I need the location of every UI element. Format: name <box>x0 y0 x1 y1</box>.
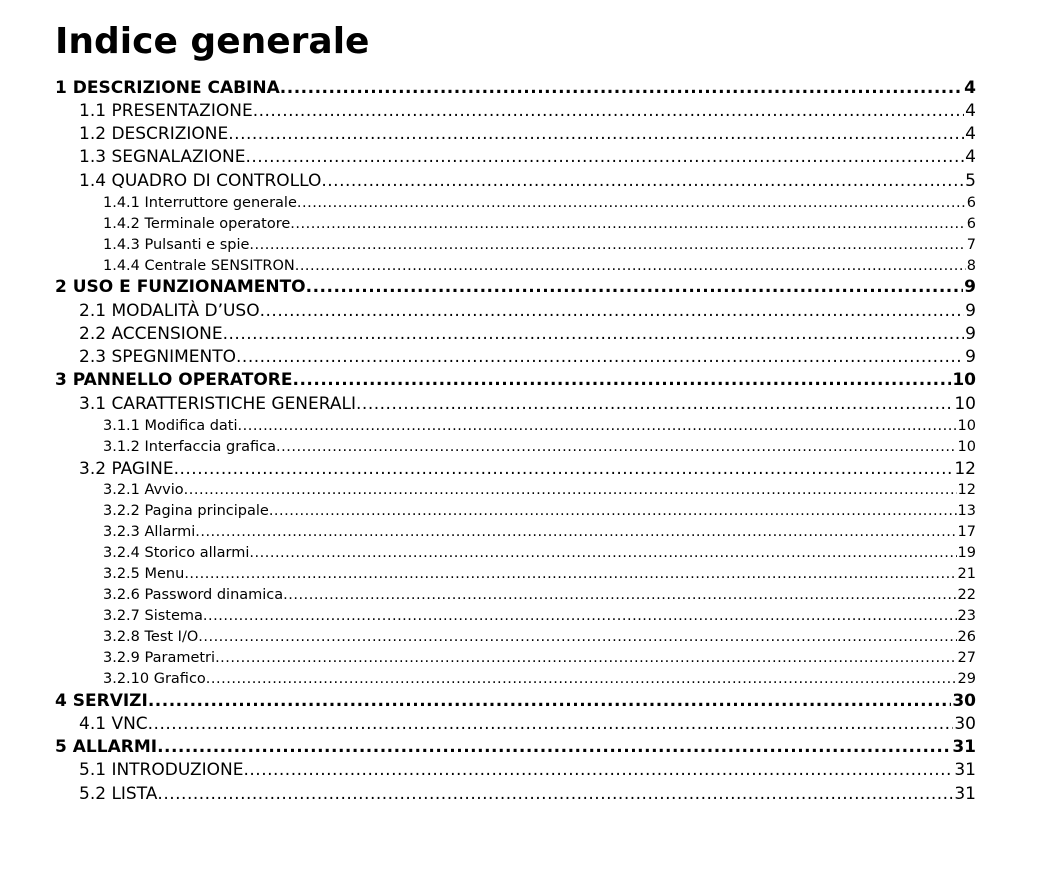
toc-entry-level-3[interactable] <box>103 627 976 648</box>
toc-page-number: 31 <box>952 737 976 757</box>
toc-entry-label: 3.2 PAGINE <box>79 459 174 479</box>
toc-dot-leader <box>206 669 957 690</box>
toc-page-number: 9 <box>965 301 976 321</box>
toc-page-number: 21 <box>957 566 976 582</box>
toc-dot-leader <box>236 346 964 369</box>
toc-dot-leader <box>260 300 965 323</box>
toc-dot-leader <box>280 77 963 100</box>
toc-dot-leader <box>195 522 956 543</box>
toc-entry-label: 2.3 SPEGNIMENTO <box>79 347 237 367</box>
toc-entry-level-3[interactable] <box>103 193 976 214</box>
toc-page-number: 4 <box>965 124 976 144</box>
toc-page-number: 30 <box>952 691 976 711</box>
toc-page-number: 27 <box>957 650 976 666</box>
toc-dot-leader <box>269 501 957 522</box>
toc-dot-leader <box>215 648 956 669</box>
toc-entry-level-2[interactable] <box>79 346 976 369</box>
toc-page-number: 23 <box>957 608 976 624</box>
toc-dot-leader <box>174 458 954 481</box>
toc-page-number: 6 <box>966 195 976 211</box>
toc-entry-level-2[interactable] <box>79 100 976 123</box>
toc-entry-level-3[interactable] <box>103 564 976 585</box>
toc-entry-level-2[interactable] <box>79 146 976 169</box>
toc-entry-level-1[interactable] <box>55 77 976 100</box>
toc-entry-level-2[interactable] <box>79 300 976 323</box>
toc-page-number: 19 <box>957 545 976 561</box>
toc-entry-label: 1.4.1 Interruttore generale <box>103 195 297 211</box>
toc-entry-level-3[interactable] <box>103 480 976 501</box>
toc-entry-level-1[interactable] <box>55 369 976 392</box>
toc-page-number: 17 <box>957 524 976 540</box>
toc-entry-level-3[interactable] <box>103 437 976 458</box>
toc-entry-label: 3.1 CARATTERISTICHE GENERALI <box>79 394 357 414</box>
toc-entry-label: 5 ALLARMI <box>55 737 158 757</box>
toc-page-number: 10 <box>957 418 976 434</box>
toc-page-number: 8 <box>966 258 976 274</box>
toc-entry-level-2[interactable] <box>79 170 976 193</box>
toc-entry-level-2[interactable] <box>79 393 976 416</box>
toc-entry-label: 3.1.1 Modifica dati <box>103 418 238 434</box>
toc-page-number: 30 <box>954 714 976 734</box>
toc-entry-level-2[interactable] <box>79 323 976 346</box>
toc-entry-level-3[interactable] <box>103 648 976 669</box>
toc-page-number: 26 <box>957 629 976 645</box>
toc-entry-level-3[interactable] <box>103 543 976 564</box>
toc-dot-leader <box>157 783 953 806</box>
toc-entry-level-3[interactable] <box>103 214 976 235</box>
toc-page-number: 10 <box>957 439 976 455</box>
toc-dot-leader <box>253 100 964 123</box>
toc-entry-label: 1.4.2 Terminale operatore <box>103 216 291 232</box>
toc-entry-level-3[interactable] <box>103 522 976 543</box>
toc-dot-leader <box>228 123 964 146</box>
toc-entry-level-3[interactable] <box>103 501 976 522</box>
toc-entry-label: 1.3 SEGNALAZIONE <box>79 147 246 167</box>
toc-entry-label: 2.2 ACCENSIONE <box>79 324 223 344</box>
toc-dot-leader <box>306 276 964 299</box>
toc-entry-label: 1.1 PRESENTAZIONE <box>79 101 253 121</box>
toc-dot-leader <box>203 606 957 627</box>
toc-entry-label: 1.2 DESCRIZIONE <box>79 124 229 144</box>
toc-entry-label: 4 SERVIZI <box>55 691 148 711</box>
toc-page-number: 7 <box>966 237 976 253</box>
toc-page-number: 5 <box>965 171 976 191</box>
toc-page-number: 9 <box>965 324 976 344</box>
toc-entry-label: 5.2 LISTA <box>79 784 158 804</box>
toc-entry-level-3[interactable] <box>103 235 976 256</box>
toc-dot-leader <box>184 480 957 501</box>
toc-entry-level-1[interactable] <box>55 276 976 299</box>
toc-dot-leader <box>283 585 956 606</box>
toc-page-number: 31 <box>954 760 976 780</box>
toc-entry-level-3[interactable] <box>103 669 976 690</box>
toc-dot-leader <box>243 759 953 782</box>
toc-title: Indice generale <box>55 21 370 62</box>
toc-dot-leader <box>295 256 966 277</box>
toc-entry-label: 1.4 QUADRO DI CONTROLLO <box>79 171 322 191</box>
toc-page-number: 6 <box>966 216 976 232</box>
toc-entry-label: 3.2.4 Storico allarmi <box>103 545 250 561</box>
toc-dot-leader <box>249 235 965 256</box>
toc-entry-label: 3.2.10 Grafico <box>103 671 206 687</box>
toc-entry-level-2[interactable] <box>79 123 976 146</box>
toc-dot-leader <box>276 437 957 458</box>
toc-entry-level-3[interactable] <box>103 416 976 437</box>
toc-page-number: 10 <box>954 394 976 414</box>
toc-entry-label: 3 PANNELLO OPERATORE <box>55 370 293 390</box>
toc-page-number: 13 <box>957 503 976 519</box>
toc-dot-leader <box>238 416 957 437</box>
toc-entry-level-2[interactable] <box>79 759 976 782</box>
toc-page-number: 29 <box>957 671 976 687</box>
toc-entry-level-3[interactable] <box>103 256 976 277</box>
toc-entry-label: 1 DESCRIZIONE CABINA <box>55 78 280 98</box>
toc-dot-leader <box>198 627 956 648</box>
toc-entry-label: 3.2.9 Parametri <box>103 650 216 666</box>
toc-dot-leader <box>148 690 952 713</box>
toc-entry-label: 5.1 INTRODUZIONE <box>79 760 244 780</box>
toc-entry-level-1[interactable] <box>55 690 976 713</box>
toc-dot-leader <box>290 214 965 235</box>
toc-page-number: 9 <box>965 347 976 367</box>
toc-page-number: 31 <box>954 784 976 804</box>
toc-dot-leader <box>148 713 954 736</box>
toc-page-number: 9 <box>964 277 976 297</box>
toc-entry-label: 3.2.8 Test I/O <box>103 629 199 645</box>
toc-page-number: 4 <box>965 147 976 167</box>
toc-entry-label: 4.1 VNC <box>79 714 148 734</box>
toc-dot-leader <box>293 369 952 392</box>
toc-page-number: 22 <box>957 587 976 603</box>
toc-entry-level-2[interactable] <box>79 783 976 806</box>
toc-entry-label: 2 USO E FUNZIONAMENTO <box>55 277 306 297</box>
toc-page-number: 4 <box>965 101 976 121</box>
toc-dot-leader <box>321 170 964 193</box>
toc-entry-label: 3.1.2 Interfaccia grafica <box>103 439 277 455</box>
toc-entry-label: 1.4.3 Pulsanti e spie <box>103 237 250 253</box>
toc-dot-leader <box>249 543 956 564</box>
toc-entry-level-3[interactable] <box>103 606 976 627</box>
toc-entry-level-3[interactable] <box>103 585 976 606</box>
toc-entry-label: 3.2.5 Menu <box>103 566 185 582</box>
toc-dot-leader <box>157 736 951 759</box>
toc-entry-label: 3.2.3 Allarmi <box>103 524 196 540</box>
toc-page-number: 12 <box>954 459 976 479</box>
toc-entry-label: 3.2.2 Pagina principale <box>103 503 269 519</box>
toc-entry-level-2[interactable] <box>79 713 976 736</box>
toc-dot-leader <box>245 146 964 169</box>
toc-entry-label: 3.2.7 Sistema <box>103 608 203 624</box>
toc-page-number: 4 <box>964 78 976 98</box>
toc-page-number: 10 <box>952 370 976 390</box>
toc-entry-label: 3.2.6 Password dinamica <box>103 587 284 603</box>
toc-entry-label: 2.1 MODALITÀ D’USO <box>79 301 260 321</box>
toc-dot-leader <box>184 564 956 585</box>
toc-entry-level-2[interactable] <box>79 458 976 481</box>
toc-dot-leader <box>297 193 966 214</box>
toc-dot-leader <box>223 323 965 346</box>
toc-dot-leader <box>356 393 953 416</box>
toc-entry-label: 3.2.1 Avvio <box>103 482 184 498</box>
toc-entry-label: 1.4.4 Centrale SENSITRON <box>103 258 295 274</box>
toc-entry-level-1[interactable] <box>55 736 976 759</box>
toc-page-number: 12 <box>957 482 976 498</box>
